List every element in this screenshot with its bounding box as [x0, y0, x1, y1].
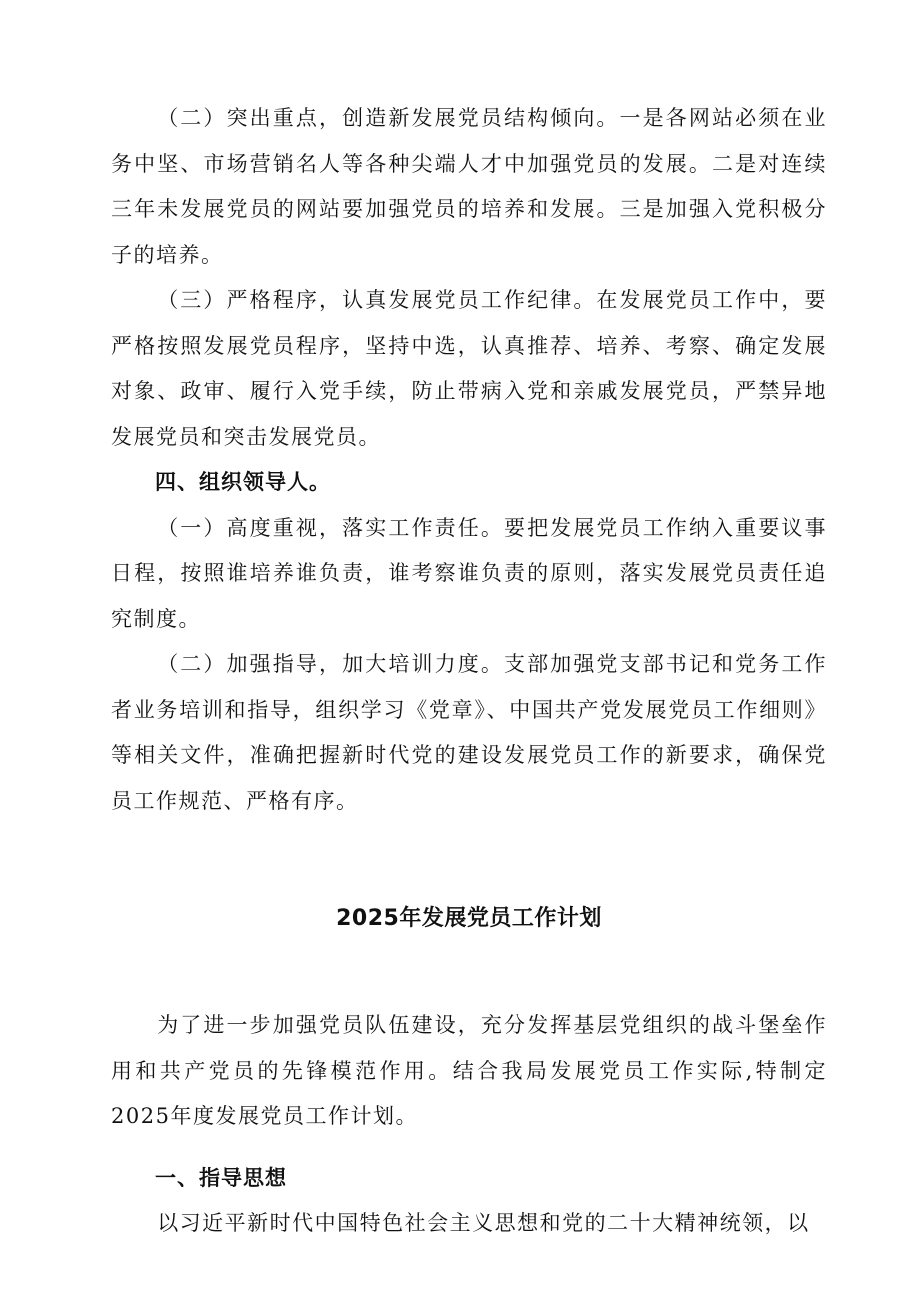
- paragraph-guidance-training: （二）加强指导，加大培训力度。支部加强党支部书记和党务工作者业务培训和指导，组织学习《党章》、中国共产党发展党员工作细则》等相关文件，准确把握新时代党的建设发展党员工作的新要求，确保党员工作规范、严格有序。: [111, 652, 827, 813]
- heading-organization-leadership: 四、组织领导人。: [155, 470, 331, 494]
- paragraph-high-attention: （一）高度重视，落实工作责任。要把发展党员工作纳入重要议事日程，按照谁培养谁负责，谁考察谁负责的原则，落实发展党员责任追究制度。: [111, 515, 827, 631]
- paragraph-intro: 为了进一步加强党员队伍建设，充分发挥基层党组织的战斗堡垒作用和共产党员的先锋模范作用。结合我局发展党员工作实际,特制定2025年度发展党员工作计划。: [111, 1013, 827, 1128]
- paragraph-guiding-ideology: 以习近平新时代中国特色社会主义思想和党的二十大精神统领，以: [157, 1211, 810, 1235]
- heading-guiding-ideology: 一、指导思想: [155, 1165, 287, 1190]
- document-title: 2025年发展党员工作计划: [336, 906, 602, 931]
- document-page: [111, 96, 827, 1247]
- paragraph-structure-tendency: （二）突出重点，创造新发展党员结构倾向。一是各网站必须在业务中坚、市场营销名人等各种尖端人才中加强党员的发展。二是对连续三年未发展党员的网站要加强党员的培养和发展。三是加强入党积极分子的培养。: [111, 106, 827, 267]
- paragraph-strict-procedure: （三）严格程序，认真发展党员工作纪律。在发展党员工作中，要严格按照发展党员程序，坚持中选，认真推荐、培养、考察、确定发展对象、政审、履行入党手续，防止带病入党和亲戚发展党员，严禁异地发展党员和突击发展党员。: [111, 288, 827, 449]
